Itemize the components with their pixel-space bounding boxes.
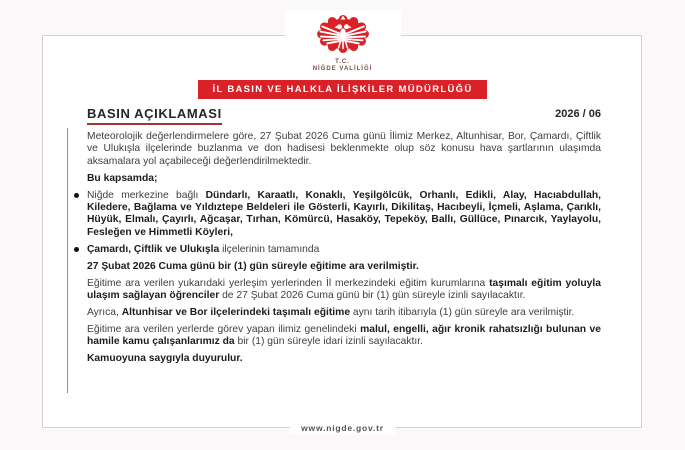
paragraph: Eğitime ara verilen yukarıdaki yerleşim yerlerinden İl merkezindeki eğitim kurumlarına taşımalı eğitim yoluyla ulaşım sağlayan öğrenciler de 27 Şubat 2026 Cuma günü bir (1) gün süreyle izinli sayılacaktır. [87,277,601,301]
governorship-logo [285,10,401,73]
department-banner: İL BASIN VE HALKLA İLİŞKİLER MÜDÜRLÜĞÜ [198,80,488,99]
org-title-tc: T.C. [335,59,350,65]
timeline-rule [67,128,68,393]
title-row [87,106,601,125]
press-release-body [87,131,601,366]
double-headed-eagle-icon [305,10,381,58]
paragraph: Bu kapsamda; [87,172,158,184]
paragraph: Ayrıca, Altunhisar ve Bor ilçelerindeki taşımalı eğitime aynı tarih itibarıyla (1) gün süreyle ara verilmiştir. [87,306,575,318]
bullet-item: Niğde merkezine bağlı Dündarlı, Karaatlı, Konaklı, Yeşilgölcük, Orhanlı, Edikli, Alay, Hacıabdullah, Kiledere, Bağlama ve Yıldıztepe Beldeleri ile Gösterli, Kayırlı, Dikilitaş, Hacıbeyli, İçmeli, Aşlama, Çarıklı, Hüyük, Elmalı, Çayırlı, Ağcaşar, Tırhan, Kömürcü, Hasaköy, Tepeköy, Ballı, Güllüce, Pınarcık, Yaylayolu, Fesleğen ve Himmetli Köyleri, [87,189,601,238]
paragraph: Eğitime ara verilen yerlerde görev yapan ilimiz genelindeki malul, engelli, ağır kronik rahatsızlığı bulunan ve hamile kamu çalışanlarımız da bir (1) gün süreyle idari izinli sayılacaktır. [87,323,601,348]
website-footer: www.nigde.gov.tr [289,422,396,434]
paragraph: 27 Şubat 2026 Cuma günü bir (1) gün süreyle eğitime ara verilmiştir. [87,260,419,272]
org-title-name: NİĞDE VALİLİĞİ [312,66,373,72]
paragraph: Meteorolojik değerlendirmelere göre, 27 Şubat 2026 Cuma günü İlimiz Merkez, Altunhisar, Bor, Çamardı, Çiftlik ve Ulukışla ilçelerinde buzlanma ve don hadisesi beklenmekte olup söz konusu hava şartlarının ulaşımda aksamalara yol açabileceği değerlendirilmektedir. [87,131,601,167]
bullet-item: Çamardı, Çiftlik ve Ulukışla ilçelerinin tamamında [87,244,601,256]
release-number: 2026 / 06 [555,108,601,120]
press-release-title: BASIN AÇIKLAMASI [87,106,222,125]
paragraph: Kamuoyuna saygıyla duyurulur. [87,353,243,365]
press-release-content [87,106,601,370]
